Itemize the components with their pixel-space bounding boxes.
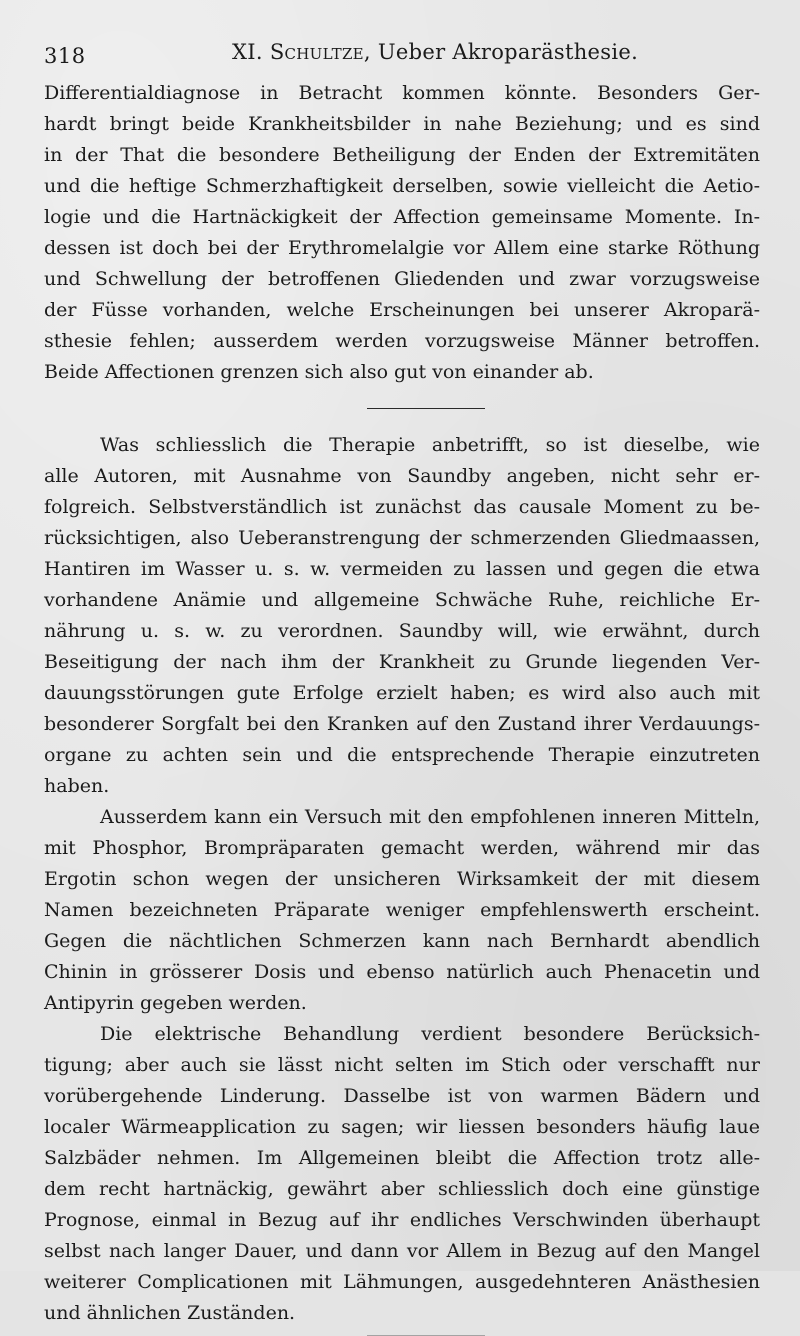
text-line: nährung u. s. w. zu verordnen. Saundby will, wie erwähnt, durch — [44, 620, 760, 642]
text-line: Gegen die nächtlichen Schmerzen kann nach Bernhardt abendlich — [44, 930, 760, 952]
text-line: Hantiren im Wasser u. s. w. vermeiden zu lassen und gegen die etwa — [44, 558, 760, 580]
text-line: haben. — [44, 775, 110, 797]
text-line: Beide Affectionen grenzen sich also gut von einander ab. — [44, 361, 594, 383]
article-title: Ueber Akroparästhesie. — [377, 40, 639, 64]
text-line: Differentialdiagnose in Betracht kommen könnte. Besonders Ger- — [44, 82, 760, 104]
text-line: dauungsstörungen gute Erfolge erzielt haben; es wird also auch mit — [44, 682, 760, 704]
text-line: und Schwellung der betroffenen Gliedenden und zwar vorzugsweise — [44, 268, 760, 290]
text-line: localer Wärmeapplication zu sagen; wir liessen besonders häufig laue — [44, 1116, 760, 1138]
text-line: Die elektrische Behandlung verdient besondere Berücksich- — [100, 1023, 760, 1045]
text-line: Beseitigung der nach ihm der Krankheit zu Grunde liegenden Ver- — [44, 651, 760, 673]
text-line: und ähnlichen Zuständen. — [44, 1302, 296, 1324]
text-line: selbst nach langer Dauer, und dann vor Allem in Bezug auf den Mangel — [44, 1240, 760, 1262]
paragraph-elektrische-behandlung — [44, 1019, 760, 1329]
text-line: rücksichtigen, also Ueberanstrengung der schmerzenden Gliedmaassen, — [44, 527, 760, 549]
text-line: in der That die besondere Betheiligung der Enden der Extremitäten — [44, 144, 760, 166]
page-header — [44, 38, 760, 78]
author-name: Schultze — [269, 40, 364, 64]
text-line: dem recht hartnäckig, gewährt aber schliesslich doch eine günstige — [44, 1178, 760, 1200]
paragraph-medikamente — [44, 802, 760, 1019]
paragraph-therapie — [44, 430, 760, 802]
text-line: Prognose, einmal in Bezug auf ihr endliches Verschwinden überhaupt — [44, 1209, 760, 1231]
text-line: tigung; aber auch sie lässt nicht selten im Stich oder verschafft nur — [44, 1054, 760, 1076]
text-line: vorübergehende Linderung. Dasselbe ist von warmen Bädern und — [44, 1085, 760, 1107]
text-line: logie und die Hartnäckigkeit der Affection gemeinsame Momente. In- — [44, 206, 760, 228]
chapter-number: XI. — [232, 40, 263, 64]
running-head — [232, 40, 638, 64]
section-divider — [367, 408, 485, 409]
text-line: organe zu achten sein und die entsprechende Therapie einzutreten — [44, 744, 760, 766]
text-line: Antipyrin gegeben werden. — [44, 992, 307, 1014]
text-line: der Füsse vorhanden, welche Erscheinungen bei unserer Akroparä- — [44, 299, 760, 321]
text-line: dessen ist doch bei der Erythromelalgie vor Allem eine starke Röthung — [44, 237, 760, 259]
text-line: Was schliesslich die Therapie anbetrifft, so ist dieselbe, wie — [100, 434, 760, 456]
text-line: weiterer Complicationen mit Lähmungen, ausgedehnteren Anästhesien — [44, 1271, 760, 1293]
paragraph-differentialdiagnose — [44, 78, 760, 388]
text-line: Ausserdem kann ein Versuch mit den empfohlenen inneren Mitteln, — [100, 806, 760, 828]
text-line: und die heftige Schmerzhaftigkeit derselben, sowie vielleicht die Aetio- — [44, 175, 760, 197]
text-line: sthesie fehlen; ausserdem werden vorzugsweise Männer betroffen. — [44, 330, 760, 352]
text-line: mit Phosphor, Brompräparaten gemacht werden, während mir das — [44, 837, 760, 859]
text-line: besonderer Sorgfalt bei den Kranken auf den Zustand ihrer Verdauungs- — [44, 713, 760, 735]
text-line: alle Autoren, mit Ausnahme von Saundby angeben, nicht sehr er- — [44, 465, 760, 487]
running-head-comma: , — [363, 40, 371, 64]
text-line: Salzbäder nehmen. Im Allgemeinen bleibt die Affection trotz alle- — [44, 1147, 760, 1169]
text-line: folgreich. Selbstverständlich ist zunächst das causale Moment zu be- — [44, 496, 760, 518]
page-number: 318 — [44, 44, 86, 68]
text-line: vorhandene Anämie und allgemeine Schwäche Ruhe, reichliche Er- — [44, 589, 760, 611]
text-line: hardt bringt beide Krankheitsbilder in nahe Beziehung; und es sind — [44, 113, 760, 135]
text-line: Chinin in grösserer Dosis und ebenso natürlich auch Phenacetin und — [44, 961, 760, 983]
text-line: Namen bezeichneten Präparate weniger empfehlenswerth erscheint. — [44, 899, 760, 921]
text-line: Ergotin schon wegen der unsicheren Wirksamkeit der mit diesem — [44, 868, 760, 890]
